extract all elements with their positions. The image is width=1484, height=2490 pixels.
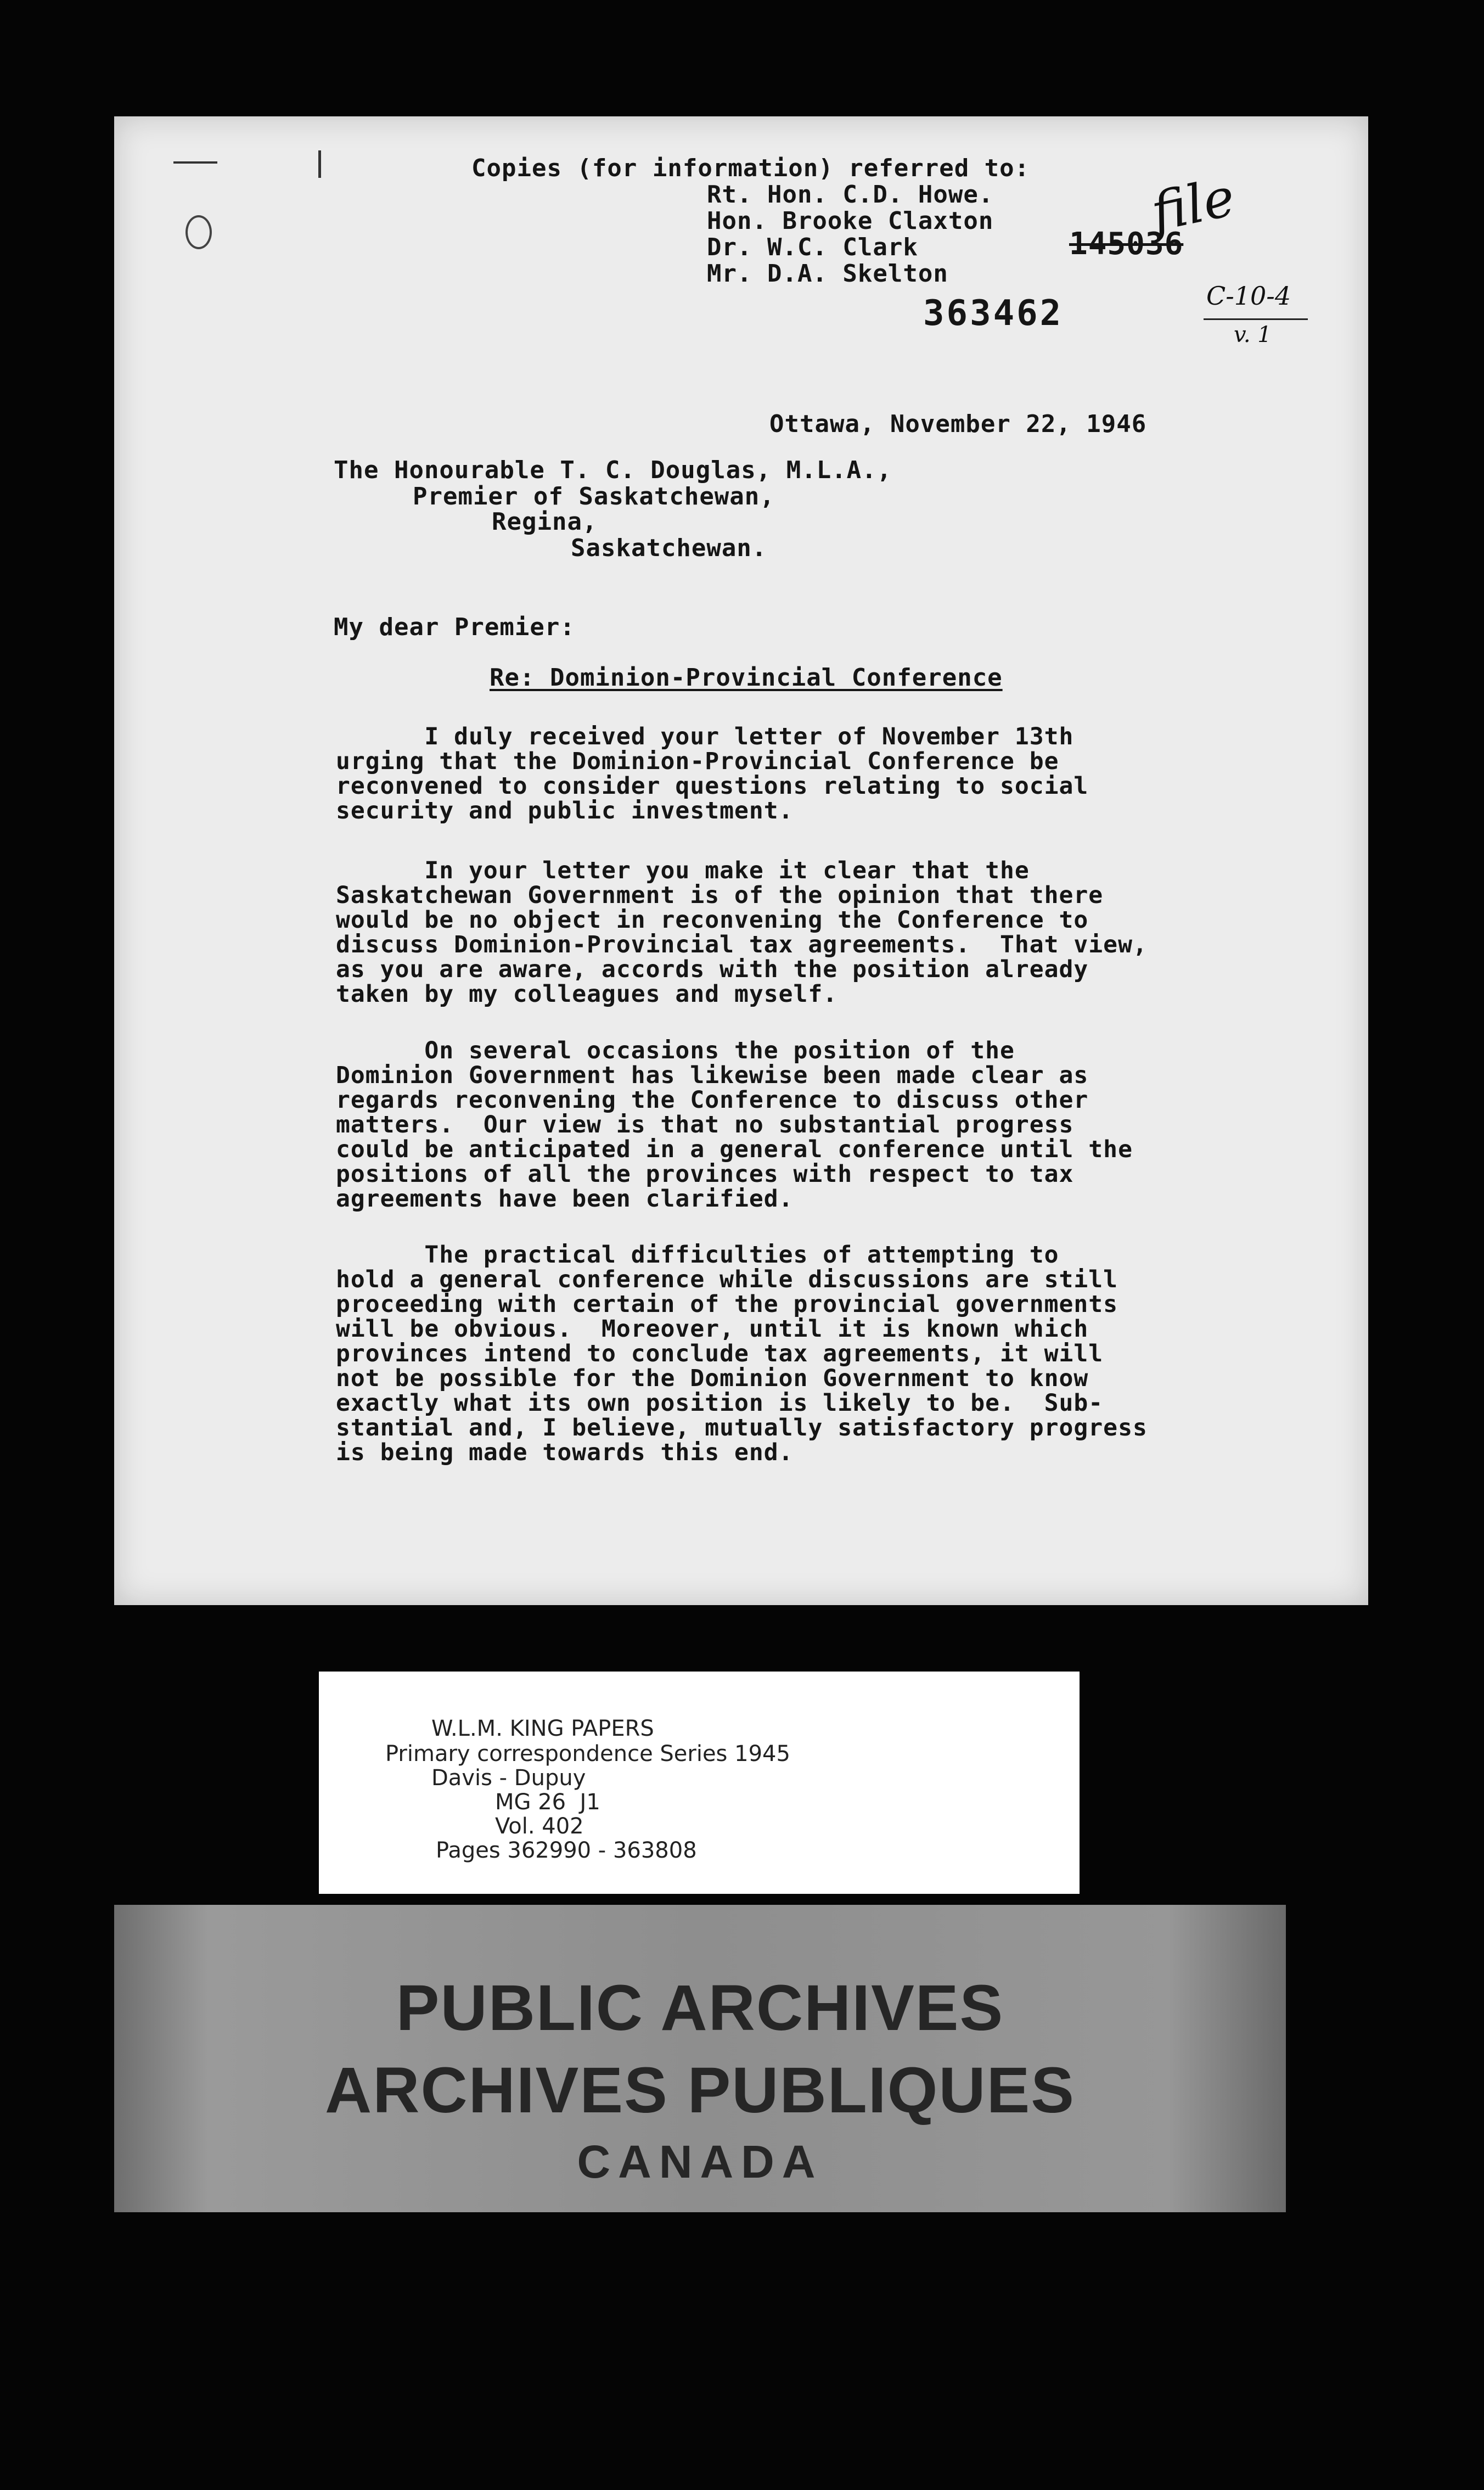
addressee-line-2: Premier of Saskatchewan, [413, 483, 775, 511]
label-series: Primary correspondence Series 1945 [385, 1741, 790, 1766]
margin-tick-mark [318, 150, 321, 178]
punch-hole-mark [186, 215, 212, 249]
banner-line-1: PUBLIC ARCHIVES [396, 1972, 1004, 2044]
document-number: 363462 [923, 293, 1064, 334]
file-number-struck: 145036 [1069, 226, 1184, 262]
subject-line: Re: Dominion-Provincial Conference [490, 664, 1003, 692]
handwritten-ref-1: C-10-4 [1206, 281, 1291, 311]
banner-line-3: CANADA [577, 2136, 823, 2188]
paragraph-3: On several occasions the position of the Dominion Government has likewise been made clear as regards reconvening the Conference to discuss other matters. Our view is that no substantial progress could be anticipated in a general conference until the positions of all the provinces with respect to tax agreements have been clarified. [336, 1037, 1133, 1213]
salutation: My dear Premier: [334, 613, 575, 641]
paragraph-1: I duly received your letter of November 13th urging that the Dominion-Provincial Conference be reconvened to consider questions relating to social security and public investment. [336, 723, 1089, 825]
label-volume: Vol. 402 [495, 1814, 584, 1839]
public-archives-banner [114, 1905, 1286, 2212]
handwritten-file-note: file [1146, 166, 1240, 244]
copies-recipient-1: Rt. Hon. C.D. Howe. [707, 181, 994, 209]
copies-recipient-3: Dr. W.C. Clark [707, 233, 918, 261]
label-pages: Pages 362990 - 363808 [436, 1838, 697, 1863]
label-mg: MG 26 J1 [495, 1790, 600, 1815]
handwritten-ref-2: v. 1 [1234, 322, 1272, 347]
banner-line-2: ARCHIVES PUBLIQUES [325, 2054, 1075, 2127]
paragraph-4: The practical difficulties of attempting to hold a general conference while discussions are still proceeding with certain of the provincial governments will be obvious. Moreover, until it is known which provinces intend to conclude tax agreements, it will not be possible for the Dominion Government to know exactly what its own position is likely to be. Sub- stantial and, I believe, mutually satisfactory progress is being made towards this end. [336, 1241, 1148, 1466]
margin-dash-mark [173, 161, 217, 164]
dateline: Ottawa, November 22, 1946 [769, 410, 1147, 438]
label-range: Davis - Dupuy [431, 1765, 586, 1791]
paragraph-2: In your letter you make it clear that the Saskatchewan Government is of the opinion that there would be no object in reconvening the Conference to discuss Dominion-Provincial tax agreements. That view, as you are aware, accords with the position already taken by my colleagues and myself. [336, 857, 1148, 1008]
archive-label [319, 1672, 1080, 1894]
copies-heading: Copies (for information) referred to: [471, 154, 1030, 182]
copies-recipient-4: Mr. D.A. Skelton [707, 260, 948, 288]
label-title: W.L.M. KING PAPERS [431, 1716, 654, 1741]
addressee-line-4: Saskatchewan. [571, 534, 767, 562]
handwritten-ref-underline [1204, 318, 1308, 320]
copies-recipient-2: Hon. Brooke Claxton [707, 207, 994, 235]
addressee-line-1: The Honourable T. C. Douglas, M.L.A., [334, 456, 892, 484]
letter-page [114, 116, 1368, 1605]
addressee-line-3: Regina, [492, 508, 598, 536]
